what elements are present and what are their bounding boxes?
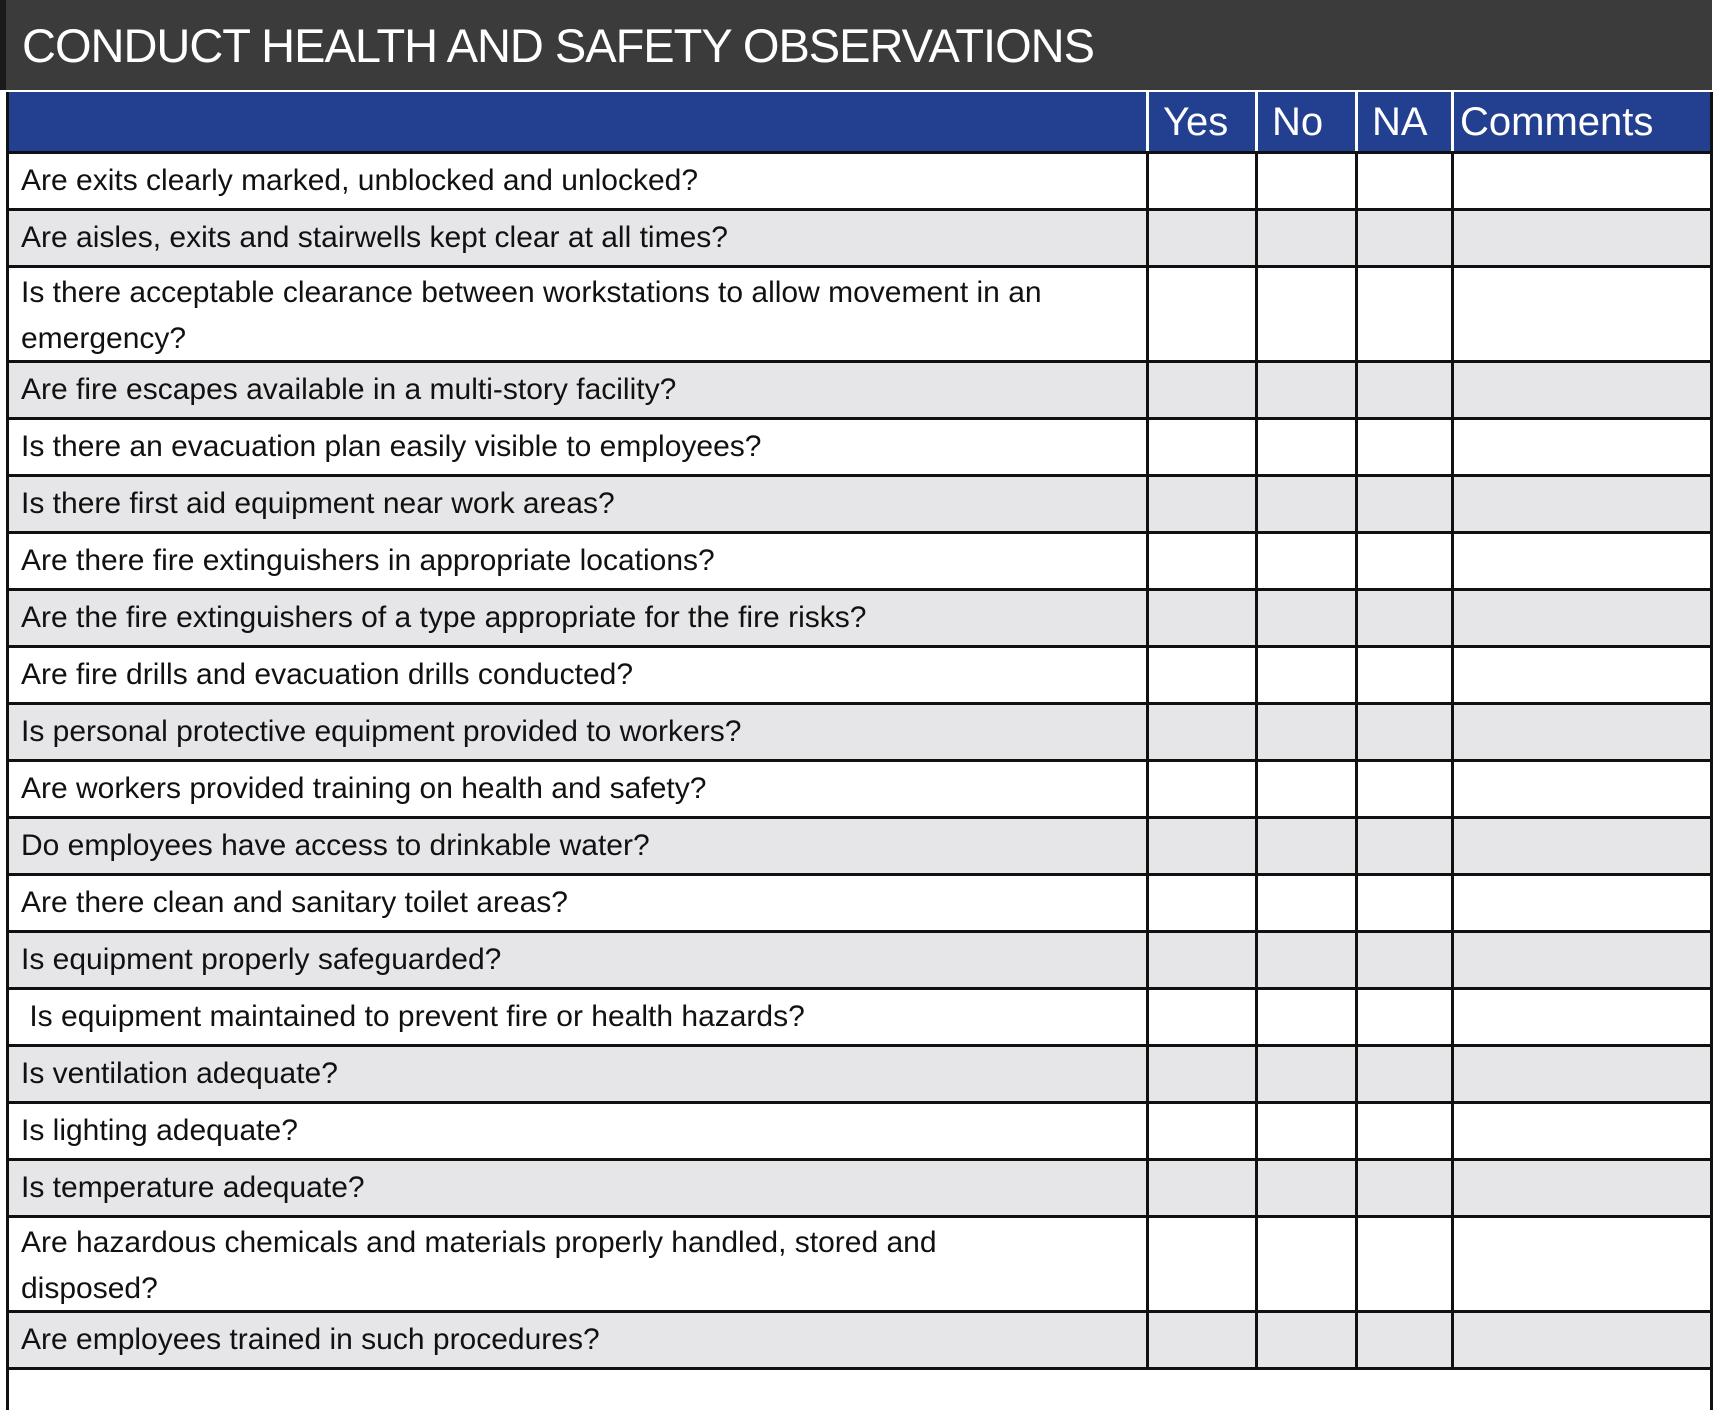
table-row xyxy=(8,1218,1710,1313)
no-cell[interactable] xyxy=(1255,990,1358,1044)
question-text: Are hazardous chemicals and materials properly handled, stored and disposed? xyxy=(21,1226,937,1305)
na-cell[interactable] xyxy=(1355,591,1454,645)
yes-cell[interactable] xyxy=(1146,1047,1258,1101)
yes-cell[interactable] xyxy=(1146,1218,1258,1310)
na-cell[interactable] xyxy=(1355,762,1454,816)
no-cell[interactable] xyxy=(1255,648,1358,702)
question-text: Are workers provided training on health and safety? xyxy=(21,772,707,805)
na-cell[interactable] xyxy=(1355,1218,1454,1310)
comments-cell[interactable] xyxy=(1451,363,1713,417)
table-row xyxy=(8,211,1710,268)
comments-cell[interactable] xyxy=(1451,933,1713,987)
question-text: Is personal protective equipment provided to workers? xyxy=(21,715,742,748)
table-row xyxy=(8,420,1710,477)
no-cell[interactable] xyxy=(1255,819,1358,873)
comments-cell[interactable] xyxy=(1451,591,1713,645)
table-row xyxy=(8,154,1710,211)
na-cell[interactable] xyxy=(1355,1104,1454,1158)
comments-cell[interactable] xyxy=(1451,762,1713,816)
table-row xyxy=(8,1161,1710,1218)
title-bar xyxy=(0,0,1712,90)
question-text: Is equipment properly safeguarded? xyxy=(21,943,502,976)
table-row xyxy=(8,477,1710,534)
na-cell[interactable] xyxy=(1355,534,1454,588)
no-cell[interactable] xyxy=(1255,268,1358,360)
table-row xyxy=(8,762,1710,819)
no-cell[interactable] xyxy=(1255,705,1358,759)
yes-cell[interactable] xyxy=(1146,990,1258,1044)
comments-cell[interactable] xyxy=(1451,1047,1713,1101)
no-cell[interactable] xyxy=(1255,1313,1358,1367)
table-row xyxy=(8,1104,1710,1161)
comments-cell[interactable] xyxy=(1451,819,1713,873)
yes-cell[interactable] xyxy=(1146,819,1258,873)
header-no: No xyxy=(1255,92,1355,151)
question-text: Are fire drills and evacuation drills conducted? xyxy=(21,658,633,691)
table-left-border xyxy=(6,92,9,1410)
comments-cell[interactable] xyxy=(1451,154,1713,208)
na-cell[interactable] xyxy=(1355,211,1454,265)
table-row xyxy=(8,591,1710,648)
header-comments: Comments xyxy=(1451,92,1710,151)
question-text: Is lighting adequate? xyxy=(21,1114,298,1147)
no-cell[interactable] xyxy=(1255,363,1358,417)
comments-cell[interactable] xyxy=(1451,1313,1713,1367)
no-cell[interactable] xyxy=(1255,420,1358,474)
question-text: Are there clean and sanitary toilet areas? xyxy=(21,886,568,919)
table-row xyxy=(8,705,1710,762)
no-cell[interactable] xyxy=(1255,876,1358,930)
question-text: Are exits clearly marked, unblocked and unlocked? xyxy=(21,164,699,197)
na-cell[interactable] xyxy=(1355,1313,1454,1367)
table-row xyxy=(8,1313,1710,1370)
no-cell[interactable] xyxy=(1255,154,1358,208)
table-row xyxy=(8,268,1710,363)
comments-cell[interactable] xyxy=(1451,268,1713,360)
question-text: Are employees trained in such procedures? xyxy=(21,1323,600,1356)
header-question xyxy=(8,92,1146,151)
table-row xyxy=(8,933,1710,990)
comments-cell[interactable] xyxy=(1451,420,1713,474)
question-text: Is equipment maintained to prevent fire or health hazards? xyxy=(21,1000,805,1033)
table-row xyxy=(8,648,1710,705)
table-header xyxy=(8,92,1710,154)
checklist-rows xyxy=(8,154,1710,1370)
yes-cell[interactable] xyxy=(1146,1104,1258,1158)
na-cell[interactable] xyxy=(1355,819,1454,873)
yes-cell[interactable] xyxy=(1146,648,1258,702)
question-text: Are fire escapes available in a multi-story facility? xyxy=(21,373,677,406)
comments-cell[interactable] xyxy=(1451,477,1713,531)
table-row xyxy=(8,534,1710,591)
yes-cell[interactable] xyxy=(1146,420,1258,474)
no-cell[interactable] xyxy=(1255,1161,1358,1215)
question-text: Is temperature adequate? xyxy=(21,1171,365,1204)
question-text: Is there an evacuation plan easily visible to employees? xyxy=(21,430,762,463)
no-cell[interactable] xyxy=(1255,211,1358,265)
na-cell[interactable] xyxy=(1355,876,1454,930)
na-cell[interactable] xyxy=(1355,477,1454,531)
comments-cell[interactable] xyxy=(1451,648,1713,702)
question-text: Are the fire extinguishers of a type appropriate for the fire risks? xyxy=(21,601,867,634)
na-cell[interactable] xyxy=(1355,1161,1454,1215)
table-row xyxy=(8,819,1710,876)
comments-cell[interactable] xyxy=(1451,876,1713,930)
na-cell[interactable] xyxy=(1355,933,1454,987)
na-cell[interactable] xyxy=(1355,990,1454,1044)
question-text: Are aisles, exits and stairwells kept clear at all times? xyxy=(21,221,728,254)
yes-cell[interactable] xyxy=(1146,211,1258,265)
question-text: Is ventilation adequate? xyxy=(21,1057,338,1090)
yes-cell[interactable] xyxy=(1146,933,1258,987)
yes-cell[interactable] xyxy=(1146,1161,1258,1215)
yes-cell[interactable] xyxy=(1146,1313,1258,1367)
yes-cell[interactable] xyxy=(1146,876,1258,930)
question-text: Is there first aid equipment near work areas? xyxy=(21,487,615,520)
yes-cell[interactable] xyxy=(1146,534,1258,588)
na-cell[interactable] xyxy=(1355,648,1454,702)
yes-cell[interactable] xyxy=(1146,363,1258,417)
yes-cell[interactable] xyxy=(1146,268,1258,360)
page-title: CONDUCT HEALTH AND SAFETY OBSERVATIONS xyxy=(22,19,1094,72)
comments-cell[interactable] xyxy=(1451,990,1713,1044)
no-cell[interactable] xyxy=(1255,933,1358,987)
na-cell[interactable] xyxy=(1355,154,1454,208)
na-cell[interactable] xyxy=(1355,420,1454,474)
yes-cell[interactable] xyxy=(1146,705,1258,759)
yes-cell[interactable] xyxy=(1146,477,1258,531)
header-yes: Yes xyxy=(1146,92,1255,151)
question-text: Are there fire extinguishers in appropriate locations? xyxy=(21,544,715,577)
na-cell[interactable] xyxy=(1355,268,1454,360)
no-cell[interactable] xyxy=(1255,1218,1358,1310)
table-row xyxy=(8,876,1710,933)
yes-cell[interactable] xyxy=(1146,154,1258,208)
table-row xyxy=(8,990,1710,1047)
no-cell[interactable] xyxy=(1255,1104,1358,1158)
table-row xyxy=(8,1047,1710,1104)
comments-cell[interactable] xyxy=(1451,534,1713,588)
question-text: Is there acceptable clearance between workstations to allow movement in an emergency? xyxy=(21,276,1042,355)
na-cell[interactable] xyxy=(1355,363,1454,417)
no-cell[interactable] xyxy=(1255,534,1358,588)
no-cell[interactable] xyxy=(1255,591,1358,645)
yes-cell[interactable] xyxy=(1146,762,1258,816)
no-cell[interactable] xyxy=(1255,477,1358,531)
na-cell[interactable] xyxy=(1355,1047,1454,1101)
comments-cell[interactable] xyxy=(1451,1218,1713,1310)
comments-cell[interactable] xyxy=(1451,1104,1713,1158)
comments-cell[interactable] xyxy=(1451,705,1713,759)
comments-cell[interactable] xyxy=(1451,1161,1713,1215)
no-cell[interactable] xyxy=(1255,762,1358,816)
table-right-border xyxy=(1710,92,1713,1410)
no-cell[interactable] xyxy=(1255,1047,1358,1101)
table-row xyxy=(8,363,1710,420)
na-cell[interactable] xyxy=(1355,705,1454,759)
yes-cell[interactable] xyxy=(1146,591,1258,645)
question-text: Do employees have access to drinkable water? xyxy=(21,829,650,862)
header-na: NA xyxy=(1355,92,1451,151)
comments-cell[interactable] xyxy=(1451,211,1713,265)
